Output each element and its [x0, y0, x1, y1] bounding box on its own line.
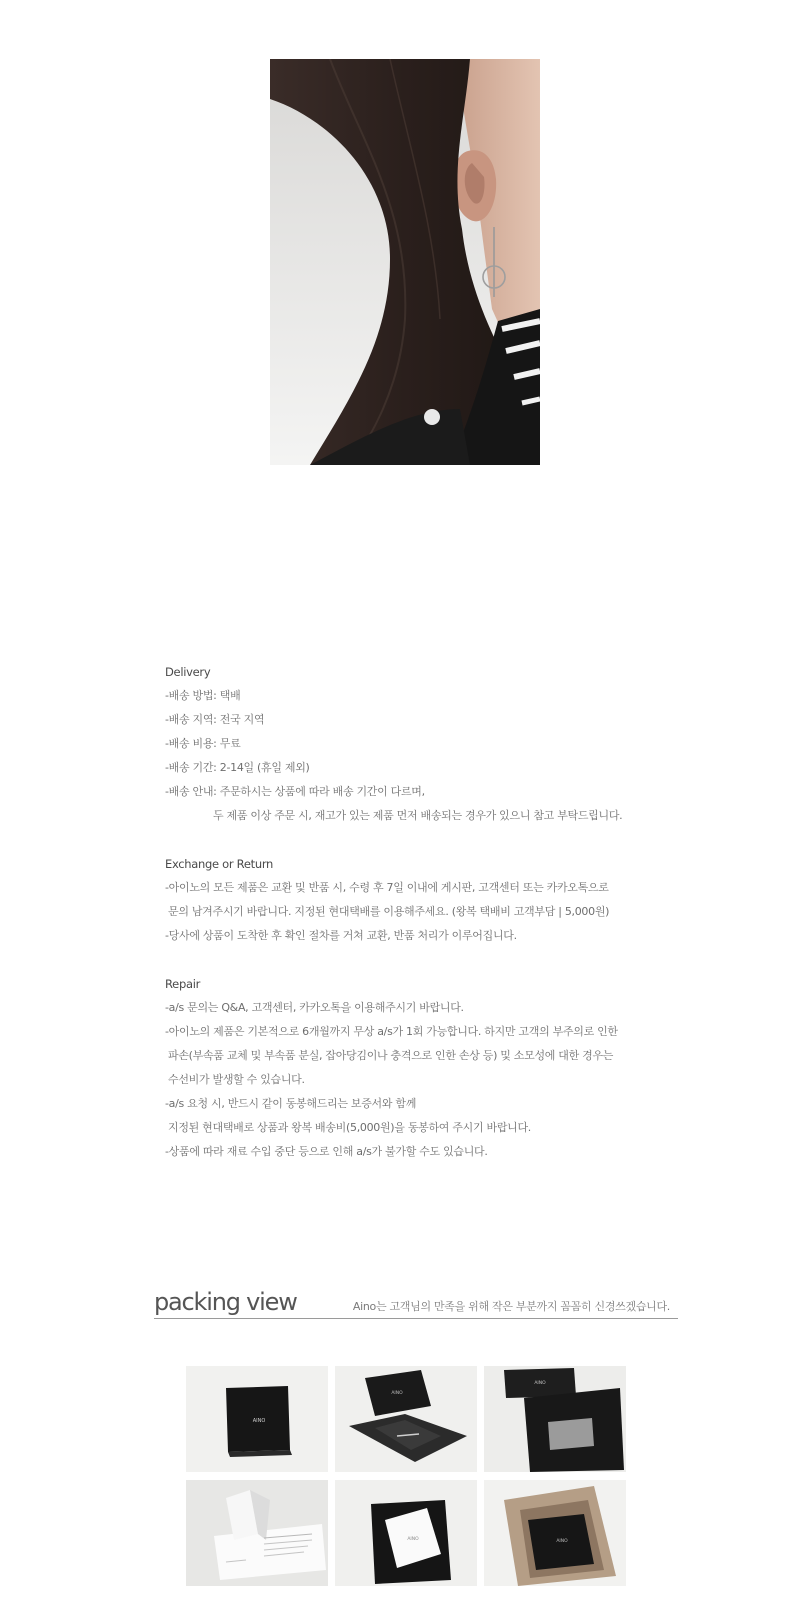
exchange-line-2: 문의 남겨주시기 바랍니다. 지정된 현대택배를 이용해주세요. (왕복 택배비 고객부담 | 5,000원) — [168, 905, 610, 918]
box-logo: AINO — [407, 1537, 419, 1542]
shipping-info-section — [165, 660, 685, 1164]
packing-view-title: packing view — [154, 1288, 297, 1316]
hero-photo-earring-model — [270, 59, 540, 465]
packing-view-header — [154, 1284, 678, 1319]
delivery-period: -배송 기간: 2-14일 (휴일 제외) — [165, 761, 310, 774]
repair-line-5: -a/s 요청 시, 반드시 같이 동봉해드리는 보증서와 함께 — [165, 1097, 417, 1110]
earring-model-illustration — [270, 59, 540, 465]
packing-photo-box-with-card — [484, 1366, 626, 1472]
box-logo: AINO — [252, 1418, 266, 1424]
delivery-cost: -배송 비용: 무료 — [165, 737, 241, 750]
exchange-heading: Exchange or Return — [165, 857, 274, 871]
packing-photo-card-in-box — [335, 1480, 477, 1586]
delivery-notice: -배송 안내: 주문하시는 상품에 따라 배송 기간이 다르며, — [165, 785, 425, 798]
box-logo: AINO — [534, 1381, 546, 1386]
packing-view-subtitle: Aino는 고객님의 만족을 위해 작은 부분까지 꼼꼼히 신경쓰겠습니다. — [352, 1300, 670, 1313]
packing-photo-shipping-carton — [484, 1480, 626, 1586]
packing-photo-open-box — [335, 1366, 477, 1472]
delivery-region: -배송 지역: 전국 지역 — [165, 713, 265, 726]
exchange-line-3: -당사에 상품이 도착한 후 확인 절차를 거쳐 교환, 반품 처리가 이루어집니다. — [165, 929, 517, 942]
box-logo: AINO — [556, 1539, 568, 1544]
repair-line-6: 지정된 현대택배로 상품과 왕복 배송비(5,000원)을 동봉하여 주시기 바랍니다. — [168, 1121, 531, 1134]
repair-line-7: -상품에 따라 재료 수입 중단 등으로 인해 a/s가 불가할 수도 있습니다. — [165, 1145, 488, 1158]
repair-heading: Repair — [165, 977, 201, 991]
repair-line-1: -a/s 문의는 Q&A, 고객센터, 카카오톡을 이용해주시기 바랍니다. — [165, 1001, 464, 1014]
packing-photo-guarantee-cards — [186, 1480, 328, 1586]
repair-line-4: 수선비가 발생할 수 있습니다. — [168, 1073, 305, 1086]
box-logo: AINO — [391, 1391, 403, 1396]
packing-photo-closed-box — [186, 1366, 328, 1472]
repair-line-3: 파손(부속품 교체 및 부속품 분실, 잡아당김이나 충격으로 인한 손상 등) 및 소모성에 대한 경우는 — [168, 1049, 614, 1062]
packing-photo-grid — [186, 1366, 626, 1586]
exchange-line-1: -아이노의 모든 제품은 교환 및 반품 시, 수령 후 7일 이내에 게시판, 고객센터 또는 카카오톡으로 — [165, 881, 609, 894]
delivery-notice-cont: 두 제품 이상 주문 시, 재고가 있는 제품 먼저 배송되는 경우가 있으니 참고 부탁드립니다. — [213, 809, 623, 822]
delivery-heading: Delivery — [165, 665, 211, 679]
delivery-method: -배송 방법: 택배 — [165, 689, 241, 702]
repair-line-2: -아이노의 제품은 기본적으로 6개월까지 무상 a/s가 1회 가능합니다. 하지만 고객의 부주의로 인한 — [165, 1025, 618, 1038]
